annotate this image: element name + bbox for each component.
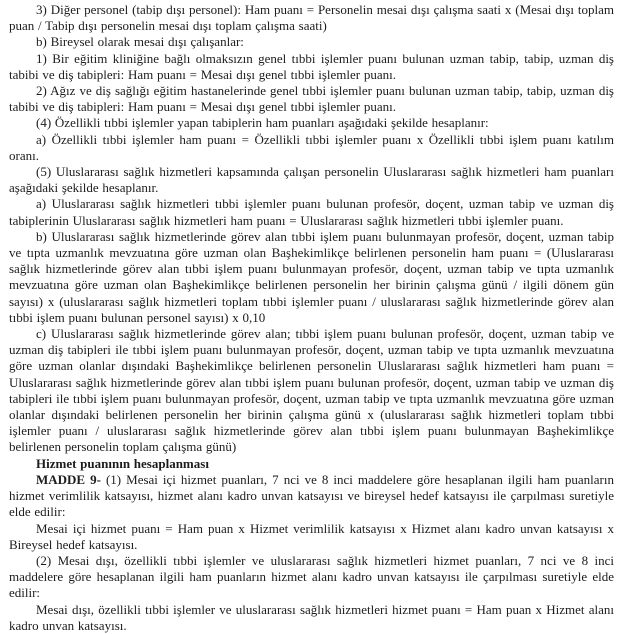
paragraph-other-personnel: 3) Diğer personel (tabip dışı personel): Ham puanı = Personelin mesai dışı çalışma saati x (Mesai dışı toplam puan / Tabip dışı personelin mesai dışı toplam çalışma saati) (9, 2, 614, 34)
paragraph-formula-mesai-disi: Mesai dışı, özellikli tıbbi işlemler ve uluslararası sağlık hizmetleri hizmet puanı = Ham puan x Hizmet alanı kadro unvan katsayısı. (9, 601, 614, 633)
paragraph-clause-5a: a) Uluslararası sağlık hizmetleri tıbbi işlemler puanı bulunan profesör, doçent, uzman tabip ve uzman diş tabiplerinin Uluslararası sağlık hizmetleri ham puanı = Uluslararası sağlık hizmetleri tıbbi işlemler puanı. (9, 196, 614, 228)
paragraph-clause-5c: c) Uluslararası sağlık hizmetlerinde görev alan; tıbbi işlem puanı bulunan profesör, doçent, uzman tabip ve uzman diş tabipleri ile tıbbi işlem puanı bulunmayan profesör, doçent, uzman tabip ve tıpta uzmanlık mevzuatına göre uzman olanlar dışındaki Başhekimlikçe belirlenen personelin Uluslararası sağlık hizmetleri ham puanı = Uluslararası sağlık hizmetlerinde görev alan tıbbi işlem puanı bulunan profesör, doçent, uzman tabip ve uzman diş tabipleri ile tıbbi işlem puanı bulunmayan profesör, doçent, uzman tabip ve tıpta uzmanlık mevzuatına göre uzman olanlar dışındaki belirlenen personelin her birinin çalışma günü x (uluslararası sağlık hizmetleri toplam tıbbi işlemler puanı / uluslararası sağlık hizmetlerinde görev alan tıbbi işlem puanı bulunmayan Başhekimlikçe belirlenen personelin toplam çalışma günü) (9, 326, 614, 455)
madde-9-label: MADDE 9- (36, 471, 101, 487)
paragraph-clause-2: (2) Mesai dışı, özellikli tıbbi işlemler ve uluslararası sağlık hizmetleri hizmet puanları, 7 nci ve 8 inci maddelere göre hesaplanan ilgili ham puanların hizmet alanı kadro unvan katsayısı ile çarpılması suretiyle elde edilir: (9, 552, 614, 601)
section-heading-hizmet-puani: Hizmet puanının hesaplanması (36, 455, 209, 471)
paragraph-individual-offhours: b) Bireysel olarak mesai dışı çalışanlar: (36, 34, 244, 50)
madde-9-text: (1) Mesai içi hizmet puanları, 7 nci ve 8 inci maddelere göre hesaplanan ilgili ham puanların hizmet verimlilik katsayısı, hizmet alanı kadro unvan katsayısı ve bireysel hedef katsayısı ile çarpılması suretiyle elde edilir: (9, 471, 614, 520)
paragraph-clause-5b: b) Uluslararası sağlık hizmetlerinde görev alan tıbbi işlem puanı bulunmayan profesör, doçent, uzman tabip ve tıpta uzmanlık mevzuatına göre uzman olan Başhekimlikçe belirlenen personelin ham puanı = (Uluslararası sağlık hizmetlerinde görev alan tıbbi işlem puanı bulunmayan profesör, doçent, uzman tabip ve tıpta uzmanlık mevzuatına göre uzman olan Başhekimlikçe belirlenen personelin her birinin çalışma günü / ilgili dönem gün sayısı) x (uluslararası sağlık hizmetleri toplam tıbbi işlemler puanı / uluslararası sağlık hizmetlerinde görev alan tıbbi işlem puanı bulunan personel sayısı) x 0,10 (9, 228, 614, 325)
paragraph-formula-mesai-ici: Mesai içi hizmet puanı = Ham puan x Hizmet verimlilik katsayısı x Hizmet alanı kadro unvan katsayısı x Bireysel hedef katsayısı. (9, 520, 614, 552)
paragraph-item-1: 1) Bir eğitim kliniğine bağlı olmaksızın genel tıbbi işlemler puanı bulunan uzman tabip, tabip, uzman diş tabibi ve diş tabipleri: Ham puanı = Mesai dışı genel tıbbi işlemler puanı. (9, 50, 614, 82)
paragraph-item-2: 2) Ağız ve diş sağlığı eğitim hastanelerinde genel tıbbi işlemler puanı bulunan uzman tabip, tabip, uzman diş tabibi ve diş tabipleri: Ham puanı = Mesai dışı genel tıbbi işlemler puanı. (9, 83, 614, 115)
paragraph-clause-4a: a) Özellikli tıbbi işlemler ham puanı = Özellikli tıbbi işlemler puanı x Özellikli tıbbi işlem puanı katılım oranı. (9, 131, 614, 163)
paragraph-madde-9 (9, 472, 614, 521)
paragraph-clause-4: (4) Özellikli tıbbi işlemler yapan tabiplerin ham puanları aşağıdaki şekilde hesaplanır: (36, 115, 489, 131)
paragraph-clause-5: (5) Uluslararası sağlık hizmetleri kapsamında çalışan personelin Uluslararası sağlık hizmetleri ham puanları aşağıdaki şekilde hesaplanır. (9, 164, 614, 196)
